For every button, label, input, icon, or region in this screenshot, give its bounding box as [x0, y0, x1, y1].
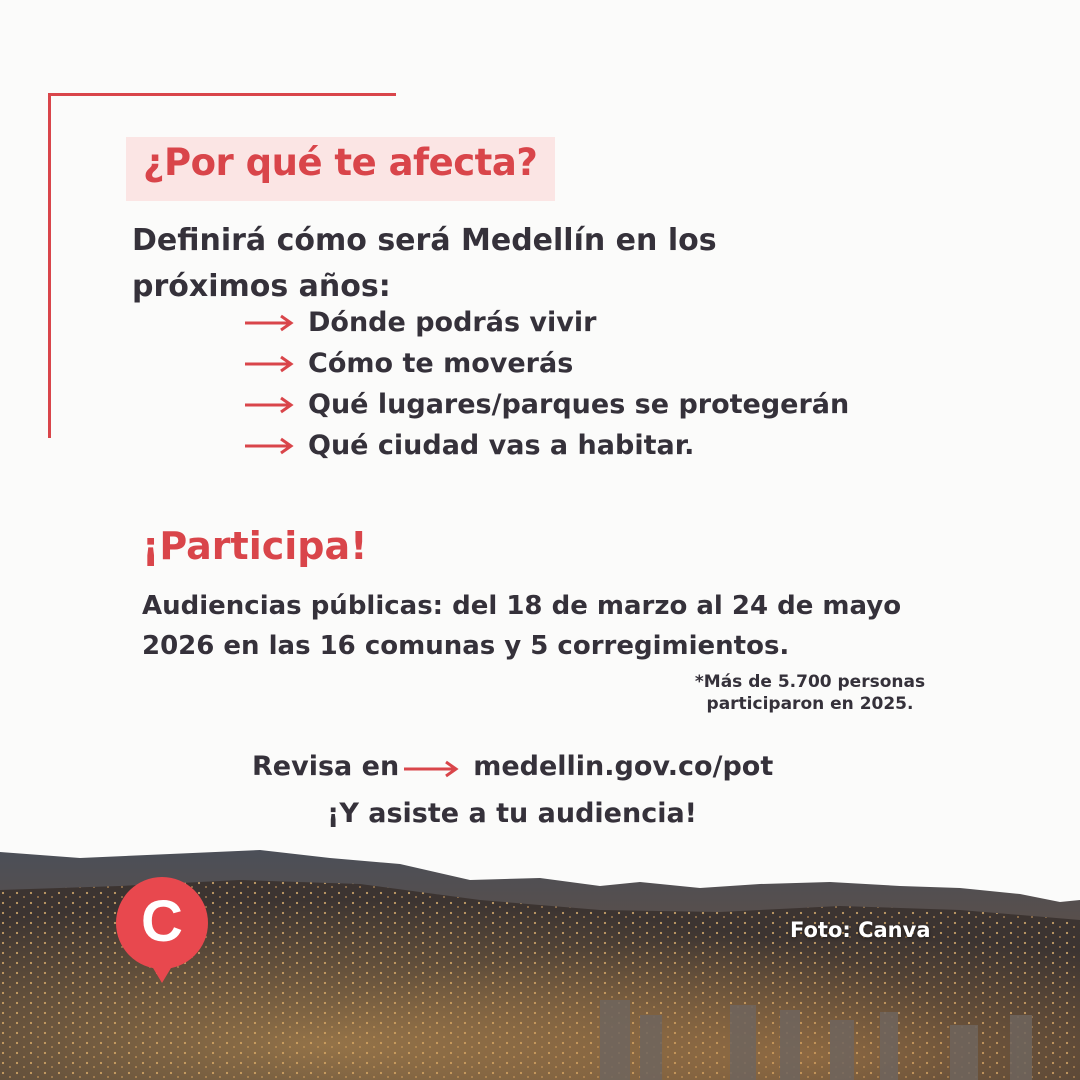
photo-credit: Foto: Canva	[790, 918, 931, 942]
list-item	[244, 302, 849, 343]
arrow-right-icon	[244, 354, 294, 374]
list-item-text: Qué lugares/parques se protegerán	[308, 389, 850, 420]
list-item-text: Qué ciudad vas a habitar.	[308, 430, 695, 461]
section-title-afecta: ¿Por qué te afecta?	[143, 141, 538, 184]
intro-text: Definirá cómo será Medellín en los próximos años:	[132, 223, 717, 304]
audiencias-text: Audiencias públicas: del 18 de marzo al 24 de mayo 2026 en las 16 comunas y 5 corregimientos.	[142, 591, 902, 661]
participation-note: *Más de 5.700 personas participaron en 2025.	[694, 672, 926, 714]
arrow-right-icon	[403, 759, 459, 779]
list-item	[244, 425, 849, 466]
arrow-right-icon	[244, 313, 294, 333]
arrow-right-icon	[244, 395, 294, 415]
list-item	[244, 343, 849, 384]
revisa-label: Revisa en	[252, 751, 400, 782]
asiste-text: ¡Y asiste a tu audiencia!	[327, 798, 697, 829]
speech-bubble-c-logo	[112, 875, 212, 985]
arrow-right-icon	[244, 436, 294, 456]
pot-url-link[interactable]: medellin.gov.co/pot	[473, 751, 774, 782]
list-item	[244, 384, 849, 425]
list-item-text: Cómo te moverás	[308, 348, 574, 379]
frame-line-top	[48, 93, 396, 96]
bullet-list	[244, 302, 849, 466]
list-item-text: Dónde podrás vivir	[308, 307, 597, 338]
section-title-participa: ¡Participa!	[142, 524, 368, 568]
revisa-row	[252, 751, 773, 782]
logo-letter: C	[141, 889, 183, 954]
frame-line-left	[48, 93, 51, 438]
